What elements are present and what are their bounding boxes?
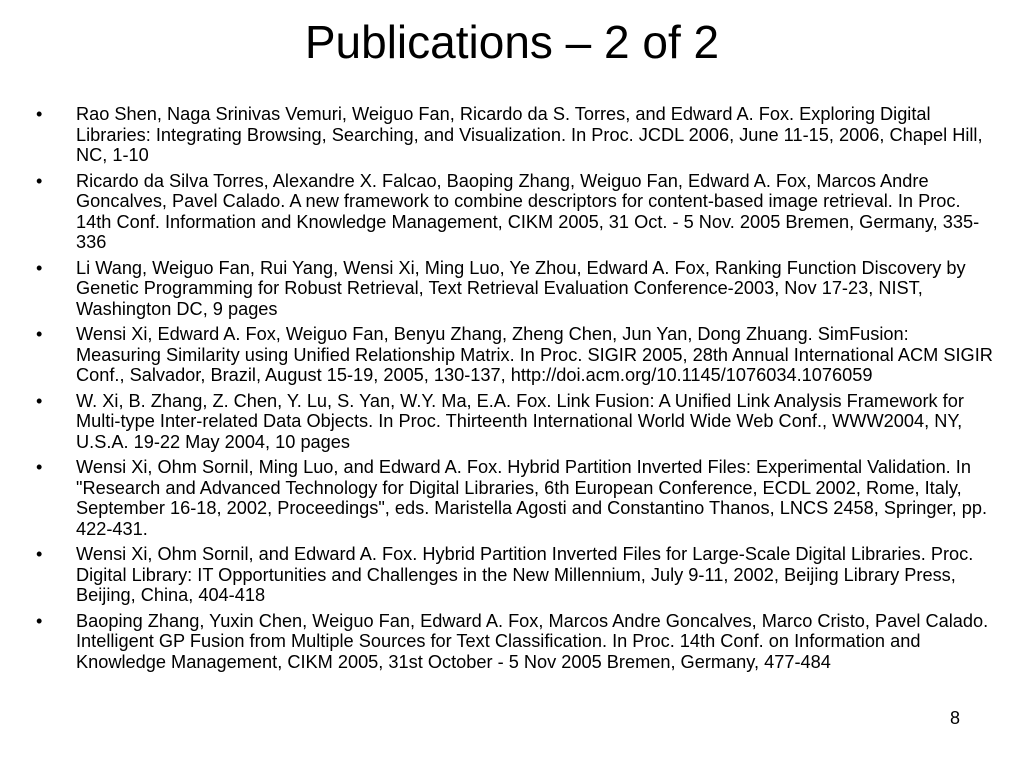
publication-text: Baoping Zhang, Yuxin Chen, Weiguo Fan, Edward A. Fox, Marcos Andre Goncalves, Marco Cristo, Pavel Calado. Intelligent GP Fusion from Multiple Sources for Text Classification. In Proc. 14th Conf. on Information and Knowledge Management, CIKM 2005, 31st October - 5 Nov 2005 Bremen, Germany, 477-484	[76, 610, 989, 672]
publication-text: Rao Shen, Naga Srinivas Vemuri, Weiguo Fan, Ricardo da S. Torres, and Edward A. Fox. Exploring Digital Libraries: Integrating Browsing, Searching, and Visualization. In Proc. JCDL 2006, June 11-15, 2006, Chapel Hill, NC, 1-10	[76, 104, 983, 165]
bullet-icon: •	[36, 257, 43, 278]
bullet-icon: •	[36, 544, 43, 564]
list-item	[36, 324, 996, 386]
bullet-icon: •	[36, 324, 43, 344]
list-item	[36, 104, 996, 166]
slide-title: Publications – 2 of 2	[304, 16, 720, 68]
bullet-icon: •	[36, 610, 43, 631]
publication-text: Wensi Xi, Ohm Sornil, and Edward A. Fox. Hybrid Partition Inverted Files for Large-Scale Digital Libraries. Proc. Digital Library: IT Opportunities and Challenges in the New Millennium, July 9-11, 2002, Beijing Library Press, Beijing, China, 404-418	[76, 544, 974, 605]
publication-list	[36, 104, 996, 677]
list-item	[36, 258, 996, 320]
bullet-icon: •	[36, 457, 43, 477]
bullet-icon: •	[36, 390, 43, 411]
publication-text: Wensi Xi, Ohm Sornil, Ming Luo, and Edward A. Fox. Hybrid Partition Inverted Files: Experimental Validation. In "Research and Advanced Technology for Digital Libraries, 6th European Conference, ECDL 2002, Rome, Italy, September 16-18, 2002, Proceedings", eds. Maristella Agosti and Constantino Thanos, LNCS 2458, Springer, pp. 422-431.	[76, 457, 987, 539]
page-number: 8	[950, 708, 961, 728]
bullet-icon: •	[36, 170, 43, 191]
publication-text: Ricardo da Silva Torres, Alexandre X. Falcao, Baoping Zhang, Weiguo Fan, Edward A. Fox, Marcos Andre Goncalves, Pavel Calado. A new framework to combine descriptors for content-based image retrieval. In Proc. 14th Conf. Information and Knowledge Management, CIKM 2005, 31 Oct. - 5 Nov. 2005 Bremen, Germany, 335-336	[76, 170, 980, 252]
list-item	[36, 391, 996, 453]
publication-text: Wensi Xi, Edward A. Fox, Weiguo Fan, Benyu Zhang, Zheng Chen, Jun Yan, Dong Zhuang. SimFusion: Measuring Similarity using Unified Relationship Matrix. In Proc. SIGIR 2005, 28th Annual International ACM SIGIR Conf., Salvador, Brazil, August 15-19, 2005, 130-137, http://doi.acm.org/10.1145/1076034.1076059	[76, 324, 993, 385]
list-item	[36, 457, 996, 539]
list-item	[36, 544, 996, 606]
publication-text: W. Xi, B. Zhang, Z. Chen, Y. Lu, S. Yan, W.Y. Ma, E.A. Fox. Link Fusion: A Unified Link Analysis Framework for Multi-type Inter-related Data Objects. In Proc. Thirteenth International World Wide Web Conf., WWW2004, NY, U.S.A. 19-22 May 2004, 10 pages	[76, 390, 964, 452]
publication-text: Li Wang, Weiguo Fan, Rui Yang, Wensi Xi, Ming Luo, Ye Zhou, Edward A. Fox, Ranking Function Discovery by Genetic Programming for Robust Retrieval, Text Retrieval Evaluation Conference-2003, Nov 17-23, NIST, Washington DC, 9 pages	[76, 257, 966, 319]
list-item	[36, 611, 996, 673]
bullet-icon: •	[36, 104, 43, 124]
list-item	[36, 171, 996, 253]
